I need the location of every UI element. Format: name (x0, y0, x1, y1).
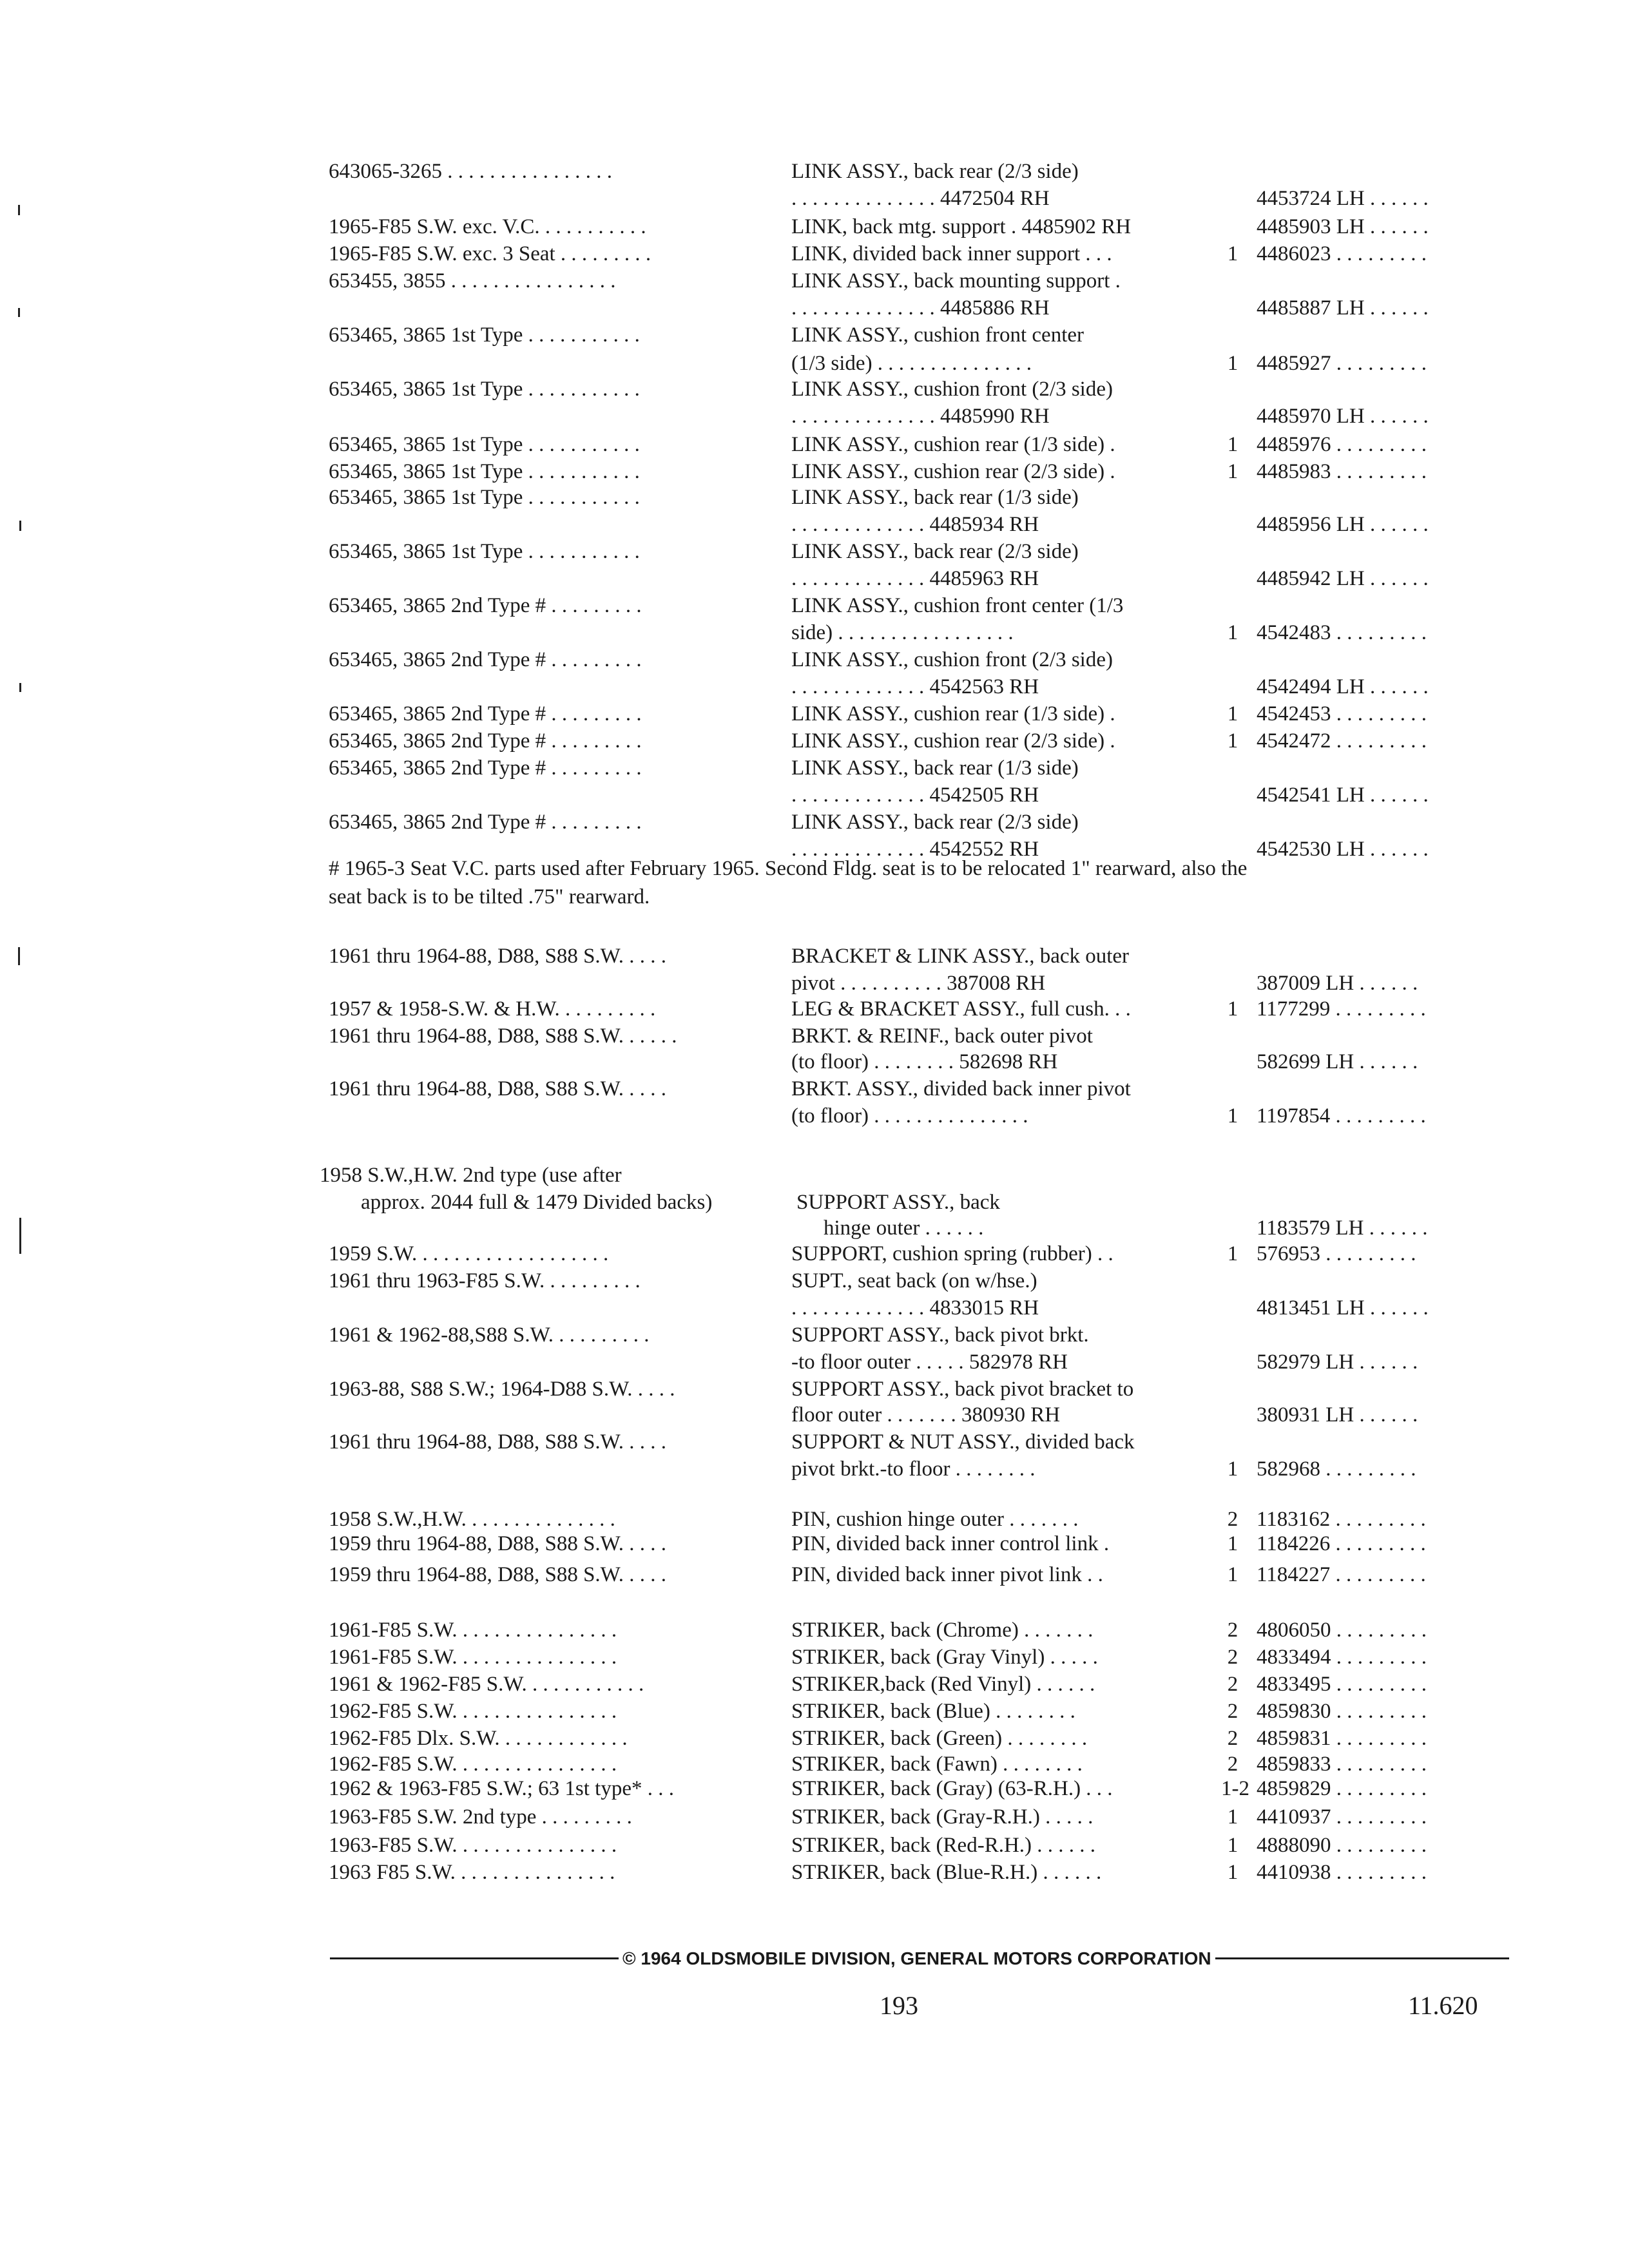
part-number-cell: 4833495 . . . . . . . . . (1257, 1673, 1427, 1696)
description-cell: LINK ASSY., back mounting support . (791, 269, 1121, 293)
part-number-cell: 4542530 LH . . . . . . (1257, 838, 1429, 861)
part-number-cell: 4410938 . . . . . . . . . (1257, 1861, 1427, 1884)
part-number-cell: 4542494 LH . . . . . . (1257, 675, 1429, 698)
description-cell: hinge outer . . . . . . (824, 1216, 984, 1240)
model-cell: 1961-F85 S.W. . . . . . . . . . . . . . . . (329, 1619, 617, 1642)
table-row (0, 1241, 1629, 1269)
part-number-cell: 4542453 . . . . . . . . . (1257, 702, 1427, 726)
part-number-cell: 4485903 LH . . . . . . (1257, 215, 1429, 238)
part-number-cell: 1184226 . . . . . . . . . (1257, 1532, 1426, 1555)
table-row (0, 1698, 1629, 1727)
model-cell: 1957 & 1958-S.W. & H.W. . . . . . . . . . (329, 997, 656, 1021)
description-cell: -to floor outer . . . . . 582978 RH (791, 1350, 1068, 1374)
part-number-cell: 4806050 . . . . . . . . . (1257, 1619, 1427, 1642)
table-row (0, 432, 1629, 460)
description-cell: LINK ASSY., cushion front (2/3 side) (791, 648, 1113, 671)
table-row (0, 1804, 1629, 1832)
description-cell: LINK ASSY., back rear (2/3 side) (791, 540, 1079, 563)
description-cell: LINK ASSY., cushion front (2/3 side) (791, 378, 1113, 401)
part-number-cell: 4542472 . . . . . . . . . (1257, 729, 1427, 753)
table-row (0, 1215, 1629, 1244)
model-cell: 1961 thru 1964-88, D88, S88 S.W. . . . . (329, 1077, 667, 1100)
model-cell: 653465, 3865 2nd Type # . . . . . . . . . (329, 648, 642, 671)
table-row (0, 809, 1629, 838)
part-number-cell: 4485927 . . . . . . . . . (1257, 352, 1427, 375)
part-number-cell: 4813451 LH . . . . . . (1257, 1296, 1429, 1320)
description-cell: LINK ASSY., back rear (1/3 side) (791, 486, 1079, 509)
table-row (0, 1402, 1629, 1430)
table-row (0, 1860, 1629, 1888)
description-cell: side) . . . . . . . . . . . . . . . . . (791, 621, 1014, 644)
description-cell: . . . . . . . . . . . . . 4833015 RH (791, 1296, 1039, 1320)
model-cell: 653465, 3865 1st Type . . . . . . . . . . . (329, 433, 640, 456)
table-row (0, 1076, 1629, 1104)
model-cell: 1961 thru 1964-88, D88, S88 S.W. . . . . . (329, 1024, 677, 1048)
model-cell: 653465, 3865 2nd Type # . . . . . . . . . (329, 594, 642, 617)
part-number-cell: 576953 . . . . . . . . . (1257, 1242, 1416, 1265)
description-cell: LINK, back mtg. support . 4485902 RH (791, 215, 1132, 238)
margin-mark (19, 683, 21, 692)
description-cell: LEG & BRACKET ASSY., full cush. . . (791, 997, 1131, 1021)
quantity-cell: 2 (1227, 1619, 1239, 1642)
description-cell: STRIKER, back (Gray) (63-R.H.) . . . (791, 1777, 1113, 1800)
table-row (0, 1429, 1629, 1457)
model-cell: 1961-F85 S.W. . . . . . . . . . . . . . . . (329, 1646, 617, 1669)
model-cell: 653465, 3865 1st Type . . . . . . . . . . . (329, 486, 640, 509)
description-cell: SUPPORT & NUT ASSY., divided back (791, 1430, 1135, 1454)
model-cell: 1965-F85 S.W. exc. V.C. . . . . . . . . . . (329, 215, 646, 238)
table-row (0, 1644, 1629, 1673)
quantity-cell: 1 (1227, 729, 1239, 753)
description-cell: LINK ASSY., cushion front center (1/3 (791, 594, 1124, 617)
part-number-cell: 380931 LH . . . . . . (1257, 1403, 1418, 1427)
model-cell: 1963-88, S88 S.W.; 1964-D88 S.W. . . . . (329, 1378, 675, 1401)
model-cell: 1962-F85 Dlx. S.W. . . . . . . . . . . . . (329, 1727, 628, 1750)
table-row (0, 268, 1629, 296)
quantity-cell: 2 (1227, 1508, 1239, 1531)
table-row (0, 1671, 1629, 1700)
part-number-cell: 4542541 LH . . . . . . (1257, 783, 1429, 807)
description-cell: . . . . . . . . . . . . . . 4485886 RH (791, 296, 1050, 320)
model-cell: 653465, 3865 2nd Type # . . . . . . . . . (329, 702, 642, 726)
part-number-cell: 1184227 . . . . . . . . . (1257, 1563, 1426, 1586)
part-number-cell: 1183579 LH . . . . . . (1257, 1216, 1428, 1240)
part-number-cell: 4486023 . . . . . . . . . (1257, 242, 1427, 265)
model-cell: 653465, 3865 1st Type . . . . . . . . . . . (329, 540, 640, 563)
description-cell: LINK, divided back inner support . . . (791, 242, 1112, 265)
model-cell: 1963-F85 S.W. . . . . . . . . . . . . . . . (329, 1834, 617, 1857)
table-row (0, 1322, 1629, 1350)
section-number: 11.620 (1408, 1991, 1478, 2020)
table-row (0, 1531, 1629, 1559)
model-cell: 1965-F85 S.W. exc. 3 Seat . . . . . . . . . (329, 242, 651, 265)
model-cell: 653465, 3865 2nd Type # . . . . . . . . . (329, 729, 642, 753)
table-row (0, 241, 1629, 269)
description-cell: LINK ASSY., cushion front center (791, 323, 1084, 347)
quantity-cell: 1 (1227, 460, 1239, 483)
description-cell: BRKT. ASSY., divided back inner pivot (791, 1077, 1131, 1100)
model-cell: 653465, 3865 1st Type . . . . . . . . . . . (329, 378, 640, 401)
description-cell: BRKT. & REINF., back outer pivot (791, 1024, 1093, 1048)
model-cell: approx. 2044 full & 1479 Divided backs) (361, 1191, 713, 1214)
quantity-cell: 1 (1227, 433, 1239, 456)
description-cell: . . . . . . . . . . . . . 4542505 RH (791, 783, 1039, 807)
description-cell: SUPPORT ASSY., back pivot bracket to (791, 1378, 1134, 1401)
table-row (0, 1562, 1629, 1590)
description-cell: STRIKER, back (Gray Vinyl) . . . . . (791, 1646, 1098, 1669)
model-cell: 653455, 3855 . . . . . . . . . . . . . . . . (329, 269, 616, 293)
model-cell: 1958 S.W.,H.W. . . . . . . . . . . . . . . (329, 1508, 615, 1531)
description-cell: . . . . . . . . . . . . . 4485934 RH (791, 513, 1039, 536)
margin-mark (18, 205, 20, 215)
part-number-cell: 582699 LH . . . . . . (1257, 1050, 1418, 1073)
part-number-cell: 4485887 LH . . . . . . (1257, 296, 1429, 320)
quantity-cell: 1-2 (1221, 1777, 1249, 1800)
description-cell: . . . . . . . . . . . . . . 4485990 RH (791, 405, 1050, 428)
quantity-cell: 1 (1227, 1805, 1239, 1829)
table-row (0, 159, 1629, 187)
model-cell: 1959 S.W. . . . . . . . . . . . . . . . . . . (329, 1242, 609, 1265)
quantity-cell: 1 (1227, 1861, 1239, 1884)
description-cell: (1/3 side) . . . . . . . . . . . . . . . (791, 352, 1032, 375)
table-row (0, 1617, 1629, 1646)
part-number-cell: 1177299 . . . . . . . . . (1257, 997, 1426, 1021)
description-cell: LINK ASSY., cushion rear (2/3 side) . (791, 729, 1115, 753)
part-number-cell: 4410937 . . . . . . . . . (1257, 1805, 1427, 1829)
description-cell: LINK ASSY., cushion rear (1/3 side) . (791, 702, 1115, 726)
model-cell: 1961 thru 1964-88, D88, S88 S.W. . . . . (329, 945, 667, 968)
description-cell: STRIKER,back (Red Vinyl) . . . . . . (791, 1673, 1095, 1696)
quantity-cell: 1 (1227, 242, 1239, 265)
model-cell: 1961 & 1962-F85 S.W. . . . . . . . . . . . (329, 1673, 644, 1696)
model-cell: 1961 & 1962-88,S88 S.W. . . . . . . . . . (329, 1323, 650, 1347)
margin-mark (19, 1218, 21, 1254)
description-cell: STRIKER, back (Chrome) . . . . . . . (791, 1619, 1094, 1642)
model-cell: 1961 thru 1963-F85 S.W. . . . . . . . . . (329, 1269, 641, 1293)
part-number-cell: 4859829 . . . . . . . . . (1257, 1777, 1427, 1800)
part-number-cell: 1197854 . . . . . . . . . (1257, 1104, 1426, 1128)
model-cell: 1961 thru 1964-88, D88, S88 S.W. . . . . (329, 1430, 667, 1454)
description-cell: STRIKER, back (Red-R.H.) . . . . . . (791, 1834, 1096, 1857)
quantity-cell: 2 (1227, 1727, 1239, 1750)
table-row (0, 701, 1629, 729)
table-row (0, 295, 1629, 323)
description-cell: . . . . . . . . . . . . . . 4472504 RH (791, 187, 1050, 210)
description-cell: . . . . . . . . . . . . . 4485963 RH (791, 567, 1039, 590)
model-cell: 643065-3265 . . . . . . . . . . . . . . . . (329, 160, 612, 183)
table-row (0, 1776, 1629, 1804)
quantity-cell: 2 (1227, 1673, 1239, 1696)
footnote-line-1: # 1965-3 Seat V.C. parts used after February 1965. Second Fldg. seat is to be relocated 1" rearward, also the (329, 857, 1248, 880)
part-number-cell: 4833494 . . . . . . . . . (1257, 1646, 1427, 1669)
quantity-cell: 1 (1227, 1834, 1239, 1857)
description-cell: LINK ASSY., back rear (1/3 side) (791, 756, 1079, 780)
model-cell: 1963-F85 S.W. 2nd type . . . . . . . . . (329, 1805, 632, 1829)
quantity-cell: 1 (1227, 1457, 1239, 1481)
table-row (0, 186, 1629, 214)
description-cell: LINK ASSY., cushion rear (2/3 side) . (791, 460, 1115, 483)
description-cell: pivot . . . . . . . . . . 387008 RH (791, 972, 1046, 995)
description-cell: STRIKER, back (Gray-R.H.) . . . . . (791, 1805, 1094, 1829)
quantity-cell: 1 (1227, 997, 1239, 1021)
description-cell: STRIKER, back (Blue) . . . . . . . . (791, 1700, 1075, 1723)
model-cell: 1962-F85 S.W. . . . . . . . . . . . . . . . (329, 1753, 617, 1776)
description-cell: floor outer . . . . . . . 380930 RH (791, 1403, 1061, 1427)
part-number-cell: 4859831 . . . . . . . . . (1257, 1727, 1427, 1750)
model-cell: 653465, 3865 1st Type . . . . . . . . . . . (329, 323, 640, 347)
margin-mark (18, 308, 20, 317)
part-number-cell: 4485942 LH . . . . . . (1257, 567, 1429, 590)
table-row (0, 996, 1629, 1024)
table-row (0, 782, 1629, 811)
table-row (0, 943, 1629, 972)
table-row (0, 1376, 1629, 1405)
part-number-cell: 1183162 . . . . . . . . . (1257, 1508, 1426, 1531)
margin-mark (18, 947, 20, 965)
part-number-cell: 4542483 . . . . . . . . . (1257, 621, 1427, 644)
table-row (0, 214, 1629, 242)
description-cell: SUPPORT ASSY., back (796, 1191, 1000, 1214)
table-row (0, 1103, 1629, 1131)
table-row (0, 351, 1629, 379)
description-cell: pivot brkt.-to floor . . . . . . . . (791, 1457, 1036, 1481)
table-row (0, 620, 1629, 648)
model-cell: 653465, 3865 1st Type . . . . . . . . . . . (329, 460, 640, 483)
table-row (0, 1268, 1629, 1296)
table-row (0, 728, 1629, 756)
part-number-cell: 4485983 . . . . . . . . . (1257, 460, 1427, 483)
description-cell: LINK ASSY., cushion rear (1/3 side) . (791, 433, 1115, 456)
description-cell: STRIKER, back (Fawn) . . . . . . . . (791, 1753, 1083, 1776)
model-cell: 653465, 3865 2nd Type # . . . . . . . . . (329, 756, 642, 780)
table-row (0, 512, 1629, 540)
description-cell: SUPPORT ASSY., back pivot brkt. (791, 1323, 1089, 1347)
table-row (0, 674, 1629, 702)
table-row (0, 1189, 1629, 1218)
table-row (0, 970, 1629, 999)
table-row (0, 566, 1629, 594)
table-row (0, 593, 1629, 621)
footnote-line-2: seat back is to be tilted .75" rearward. (329, 885, 650, 908)
part-number-cell: 4485970 LH . . . . . . (1257, 405, 1429, 428)
table-row (0, 1349, 1629, 1378)
description-cell: PIN, divided back inner pivot link . . (791, 1563, 1103, 1586)
model-cell: 1962 & 1963-F85 S.W.; 63 1st type* . . . (329, 1777, 674, 1800)
description-cell: (to floor) . . . . . . . . 582698 RH (791, 1050, 1058, 1073)
table-row (0, 459, 1629, 487)
part-number-cell: 4485976 . . . . . . . . . (1257, 433, 1427, 456)
quantity-cell: 1 (1227, 1532, 1239, 1555)
part-number-cell: 4453724 LH . . . . . . (1257, 187, 1429, 210)
description-cell: . . . . . . . . . . . . . 4542552 RH (791, 838, 1039, 861)
model-cell: 1959 thru 1964-88, D88, S88 S.W. . . . . (329, 1563, 667, 1586)
table-row (0, 1725, 1629, 1754)
description-cell: . . . . . . . . . . . . . 4542563 RH (791, 675, 1039, 698)
part-number-cell: 4859830 . . . . . . . . . (1257, 1700, 1427, 1723)
table-row (0, 1456, 1629, 1485)
description-cell: LINK ASSY., back rear (2/3 side) (791, 160, 1079, 183)
model-cell: 1962-F85 S.W. . . . . . . . . . . . . . . . (329, 1700, 617, 1723)
table-row (0, 322, 1629, 351)
quantity-cell: 1 (1227, 702, 1239, 726)
part-number-cell: 4485956 LH . . . . . . (1257, 513, 1429, 536)
quantity-cell: 2 (1227, 1700, 1239, 1723)
description-cell: STRIKER, back (Blue-R.H.) . . . . . . (791, 1861, 1102, 1884)
quantity-cell: 2 (1227, 1646, 1239, 1669)
description-cell: BRACKET & LINK ASSY., back outer (791, 945, 1130, 968)
copyright-notice: © 1964 OLDSMOBILE DIVISION, GENERAL MOTORS CORPORATION (619, 1947, 1215, 1970)
model-cell: 1959 thru 1964-88, D88, S88 S.W. . . . . (329, 1532, 667, 1555)
description-cell: STRIKER, back (Green) . . . . . . . . (791, 1727, 1088, 1750)
quantity-cell: 1 (1227, 1242, 1239, 1265)
table-row (0, 755, 1629, 783)
part-number-cell: 4859833 . . . . . . . . . (1257, 1753, 1427, 1776)
table-row (0, 403, 1629, 432)
quantity-cell: 2 (1227, 1753, 1239, 1776)
quantity-cell: 1 (1227, 621, 1239, 644)
table-row (0, 1023, 1629, 1052)
table-row (0, 485, 1629, 513)
table-row (0, 1832, 1629, 1861)
table-row (0, 376, 1629, 405)
description-cell: PIN, cushion hinge outer . . . . . . . (791, 1508, 1079, 1531)
table-row (0, 539, 1629, 567)
model-cell: 1963 F85 S.W. . . . . . . . . . . . . . . . (329, 1861, 615, 1884)
quantity-cell: 1 (1227, 1563, 1239, 1586)
table-row (0, 647, 1629, 675)
quantity-cell: 1 (1227, 1104, 1239, 1128)
table-row (0, 1162, 1629, 1191)
part-number-cell: 387009 LH . . . . . . (1257, 972, 1418, 995)
part-number-cell: 582979 LH . . . . . . (1257, 1350, 1418, 1374)
page-number: 193 (880, 1991, 918, 2020)
table-row (0, 1295, 1629, 1323)
model-cell: 1958 S.W.,H.W. 2nd type (use after (320, 1164, 622, 1187)
description-cell: SUPPORT, cushion spring (rubber) . . (791, 1242, 1113, 1265)
part-number-cell: 4888090 . . . . . . . . . (1257, 1834, 1427, 1857)
margin-mark (19, 521, 21, 531)
table-row (0, 1049, 1629, 1077)
part-number-cell: 582968 . . . . . . . . . (1257, 1457, 1416, 1481)
description-cell: LINK ASSY., back rear (2/3 side) (791, 811, 1079, 834)
model-cell: 653465, 3865 2nd Type # . . . . . . . . . (329, 811, 642, 834)
quantity-cell: 1 (1227, 352, 1239, 375)
description-cell: SUPT., seat back (on w/hse.) (791, 1269, 1037, 1293)
description-cell: (to floor) . . . . . . . . . . . . . . . (791, 1104, 1028, 1128)
description-cell: PIN, divided back inner control link . (791, 1532, 1110, 1555)
